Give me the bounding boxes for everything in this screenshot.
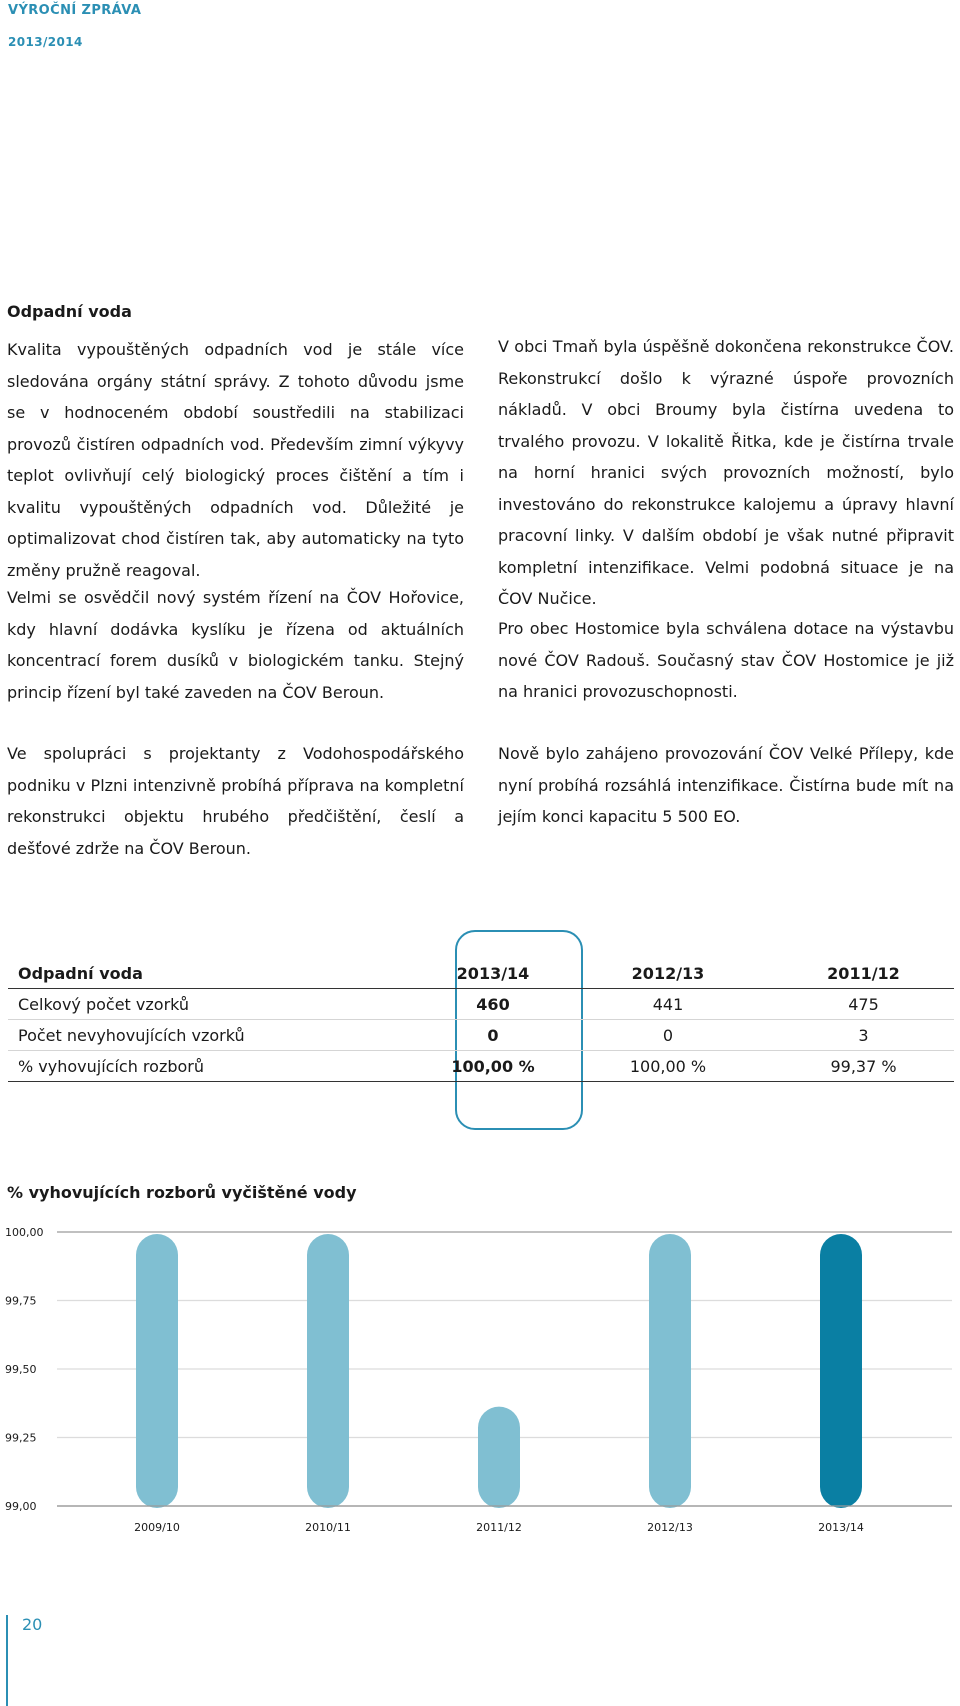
right-paragraph-2: Pro obec Hostomice byla schválena dotace na výstavbu nové ČOV Radouš. Současný stav ČOV Hostomice je již na hranici provozuschopnosti. — [498, 619, 954, 701]
y-tick-label: 100,00 — [5, 1226, 44, 1239]
x-tick-label: 2010/11 — [305, 1521, 351, 1534]
x-tick-label: 2012/13 — [647, 1521, 693, 1534]
y-tick-label: 99,75 — [5, 1294, 37, 1308]
table-cell: 441 — [563, 989, 773, 1020]
x-tick-label: 2011/12 — [476, 1521, 522, 1534]
page-number: 20 — [22, 1615, 43, 1634]
table-cell: 3 — [773, 1020, 954, 1051]
table-row — [8, 989, 954, 1020]
left-paragraph-3: Ve spolupráci s projektanty z Vodohospodářského podniku v Plzni intenzivně probíhá příprava na kompletní rekonstrukci objektu hrubého předčištění, česlí a dešťové zdrže na ČOV Beroun. — [7, 744, 464, 858]
y-tick-label: 99,50 — [5, 1363, 37, 1376]
y-tick-label: 99,00 — [5, 1500, 37, 1513]
compliance-bar-chart — [0, 1220, 960, 1550]
y-tick-label: 99,25 — [5, 1431, 37, 1445]
table-header: 2013/14 — [423, 958, 563, 989]
bar — [307, 1234, 349, 1508]
chart-title: % vyhovujících rozborů vyčištěné vody — [7, 1183, 357, 1202]
waste-water-table — [8, 958, 954, 1082]
table-row — [8, 1051, 954, 1082]
table-cell: 475 — [773, 989, 954, 1020]
bar — [649, 1234, 691, 1508]
section-title: Odpadní voda — [7, 302, 132, 321]
x-tick-label: 2009/10 — [134, 1521, 180, 1534]
right-paragraph-3: Nově bylo zahájeno provozování ČOV Velké Přílepy, kde nyní probíhá rozsáhlá intenzifikace. Čistírna bude mít na jejím konci kapacitu 5 500 EO. — [498, 744, 954, 826]
bar — [136, 1234, 178, 1508]
table-cell: 0 — [563, 1020, 773, 1051]
table-cell: Počet nevyhovujících vzorků — [8, 1020, 423, 1051]
table-cell: % vyhovujících rozborů — [8, 1051, 423, 1082]
table-cell: 100,00 % — [423, 1051, 563, 1082]
table-cell: Celkový počet vzorků — [8, 989, 423, 1020]
right-paragraph-1: V obci Tmaň byla úspěšně dokončena rekonstrukce ČOV. Rekonstrukcí došlo k výrazné úspoře provozních nákladů. V obci Broumy byla čistírna uvedena to trvalého provozu. V lokalitě Řitka, kde je čistírna trvale na horní hranici svých provozních možností, bylo investováno do rekonstrukce kalojemu a úpravy hlavní pracovní linky. V dalším období je však nutné připravit kompletní intenzifikace. Velmi podobná situace je na ČOV Nučice. — [498, 337, 954, 608]
page-number-rule — [6, 1615, 8, 1706]
table-header: 2011/12 — [773, 958, 954, 989]
bar — [820, 1234, 862, 1508]
report-title: VÝROČNÍ ZPRÁVA — [8, 3, 142, 18]
left-paragraph-2: Velmi se osvědčil nový systém řízení na ČOV Hořovice, kdy hlavní dodávka kyslíku je řízena od aktuálních koncentrací forem dusíků v biologickém tanku. Stejný princip řízení byl také zaveden na ČOV Beroun. — [7, 588, 464, 702]
left-paragraph-1: Kvalita vypouštěných odpadních vod je stále více sledována orgány státní správy. Z tohoto důvodu jsme se v hodnoceném období soustředili na stabilizaci provozů čistíren odpadních vod. Především zimní výkyvy teplot ovlivňují celý biologický proces čištění a tím i kvalitu vypouštěných odpadních vod. Důležité je optimalizovat chod čistíren tak, aby automaticky na tyto změny pružně reagoval. — [7, 340, 464, 580]
report-period: 2013/2014 — [8, 35, 83, 49]
table-cell: 460 — [423, 989, 563, 1020]
table-header: Odpadní voda — [8, 958, 423, 989]
x-tick-label: 2013/14 — [818, 1521, 864, 1534]
table-cell: 0 — [423, 1020, 563, 1051]
table-row — [8, 1020, 954, 1051]
table-header-row — [8, 958, 954, 989]
table-cell: 100,00 % — [563, 1051, 773, 1082]
table-header: 2012/13 — [563, 958, 773, 989]
bar — [478, 1407, 520, 1508]
table-cell: 99,37 % — [773, 1051, 954, 1082]
